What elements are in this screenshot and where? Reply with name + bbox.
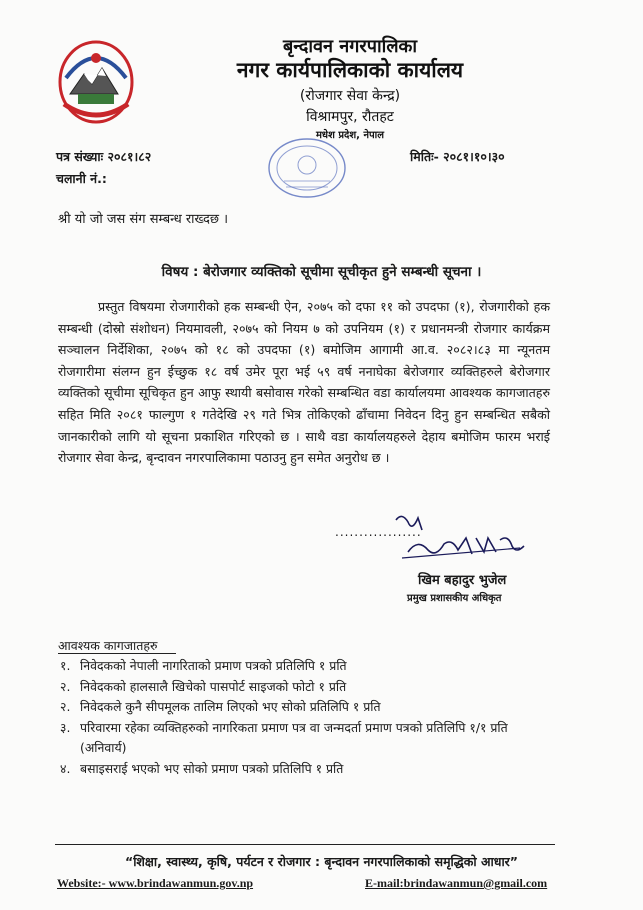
office-province: मधेश प्रदेश, नेपाल xyxy=(315,130,385,141)
footer-slogan: “शिक्षा, स्वास्थ्य, कृषि, पर्यटन र रोजगार : बृन्दावन नगरपालिकाको समृद्धिको आधार” xyxy=(124,854,519,869)
office-name: नगर कार्यपालिकाको कार्यालय xyxy=(236,58,464,82)
letter-date: मितिः- २०८१।१०।३० xyxy=(410,149,505,164)
list-item xyxy=(60,697,530,718)
list-item xyxy=(60,677,530,698)
subject-line: विषय : बेरोजगार व्यक्तिको सूचीमा सूचीकृत हुने सम्बन्धी सूचना । xyxy=(161,264,482,280)
unit-name: (रोजगार सेवा केन्द्र) xyxy=(299,88,401,104)
requirements-heading-underline xyxy=(58,653,176,654)
list-item-number: २. xyxy=(60,699,71,714)
list-item-text: निवेदकको हालसालै खिचेको पासपोर्ट साइजको फोटो १ प्रति xyxy=(80,678,347,694)
requirements-heading: आवश्यक कागजातहरु xyxy=(58,638,158,653)
footer-email-link[interactable]: E-mail:brindawanmun@gmail.com xyxy=(365,876,548,890)
signatory-title: प्रमुख प्रशासकीय अधिकृत xyxy=(407,593,502,604)
list-item-number: २. xyxy=(60,678,71,694)
office-stamp-icon xyxy=(264,135,350,201)
requirements-list xyxy=(60,656,530,779)
list-item xyxy=(60,718,530,759)
list-item-number: ३. xyxy=(60,719,71,735)
list-item-text: निवेदकको नेपाली नागरिताको प्रमाण पत्रको प्रतिलिपि १ प्रति xyxy=(80,658,347,673)
list-item-text: परिवारमा रहेका व्यक्तिहरुको नागरिकता प्रमाण पत्र वा जन्मदर्ता प्रमाण पत्रको प्रतिलिपि १/१ प्रति (अनिवार्य) xyxy=(80,719,508,755)
list-item-text: बसाइसराई भएको भए सोको प्रमाण पत्रको प्रतिलिपि १ प्रति xyxy=(80,760,344,776)
list-item-number: ४. xyxy=(60,760,71,776)
reference-number: पत्र संख्याः २०८१।८२ xyxy=(56,149,152,164)
list-item xyxy=(60,759,530,780)
nepal-emblem-icon xyxy=(56,38,136,124)
footer-website-link[interactable]: Website:- www.brindawanmun.gov.np xyxy=(57,876,254,890)
list-item xyxy=(60,656,530,677)
list-item-text: निवेदकले कुनै सीपमूलक तालिम लिएको भए सोको प्रतिलिपि १ प्रति xyxy=(80,699,381,714)
recipient-line: श्री यो जो जस संग सम्बन्ध राख्दछ । xyxy=(58,212,229,227)
footer-divider xyxy=(55,844,555,845)
municipality-name: बृन्दावन नगरपालिका xyxy=(282,36,418,57)
signatory-name: खिम बहादुर भुजेल xyxy=(418,573,507,588)
notice-body: प्रस्तुत विषयमा रोजगारीको हक सम्बन्धी ऐन, २०७५ को दफा ११ को उपदफा (१), रोजगारीको हक सम्बन्धी (दोस्रो संशोधन) नियमावली, २०७५ को नियम ७ को उपनियम (१) र प्रधानमन्त्री रोजगार कार्यक्रम सञ्चालन निर्देशिका, २०७५ को १८ को उपदफा (१) बमोजिम आगामी आ.व. २०८२।८३ मा न्यूनतम रोजगारीमा संलग्न हुन ईच्छुक १८ वर्ष उमेर पूरा भई ५९ वर्ष ननाघेका बेरोजगार व्यक्तिहरुले बेरोजगार व्यक्तिको सूचीमा सूचिकृत हुन आफु स्थायी बसोवास गरेको सम्बन्धित वडा कार्यालयमा आवश्यक कागजातहरु सहित मिति २०८१ फाल्गुण १ गतेदेखि २९ गते भित्र तोकिएको ढाँचामा निवेदन दिनु हुन सम्बन्धित सबैको जानकारीको लागि यो सूचना प्रकाशित गरिएको छ । साथै वडा कार्यालयहरुले देहाय बमोजिम फारम भराई रोजगार सेवा केन्द्र, बृन्दावन नगरपालिकामा पठाउनु हुन समेत अनुरोध छ । xyxy=(58,299,550,466)
signature-dotted-line: .................. xyxy=(335,525,422,539)
office-address: विश्रामपुर, रौतहट xyxy=(306,109,394,125)
list-item-number: १. xyxy=(60,658,71,673)
dispatch-number: चलानी नं.: xyxy=(56,171,107,186)
